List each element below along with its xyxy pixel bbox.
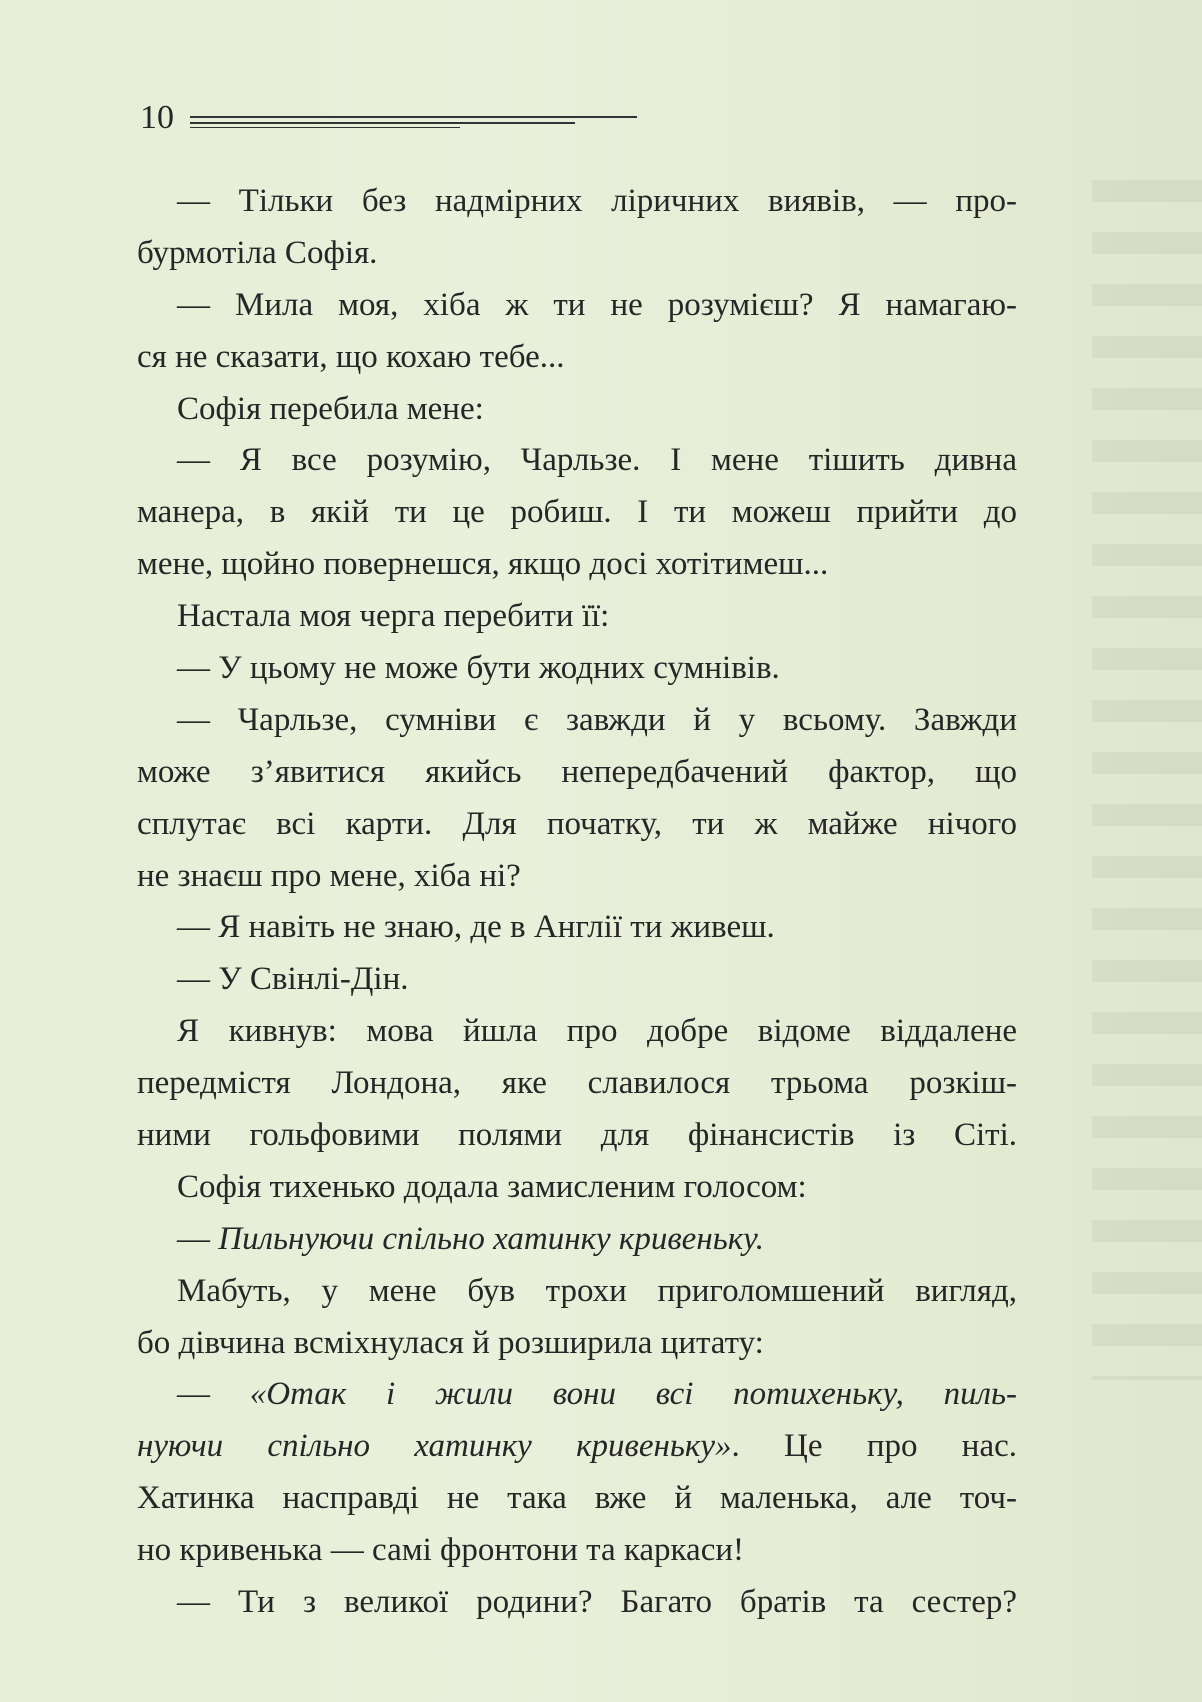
line-text: передмістя Лондона, яке славилося трьома розкіш- — [137, 1065, 1017, 1102]
header-rule — [190, 122, 575, 124]
italic-quote-text: нуючи спільно хатинку кривеньку» — [137, 1428, 732, 1465]
header-rule — [190, 127, 460, 128]
text-line — [137, 954, 1017, 1006]
text-line — [137, 487, 1017, 539]
line-text: — У цьому не може бути жодних сумнівів. — [177, 650, 780, 687]
line-text: — Я все розумію, Чарльзе. І мене тішить дивна — [177, 442, 1017, 479]
line-text: — Я навіть не знаю, де в Англії ти живеш. — [177, 909, 775, 946]
text-line — [137, 1318, 1017, 1370]
line-text: . Це про нас. — [731, 1428, 1017, 1465]
line-text: бурмотіла Софія. — [137, 234, 378, 271]
text-line — [137, 176, 1017, 228]
italic-quote-text: «Отак і жили вони всі потихеньку, пиль- — [249, 1376, 1017, 1413]
text-line — [137, 1266, 1017, 1318]
body-text — [137, 176, 1017, 1629]
header-rule — [190, 116, 637, 118]
line-text: — Тільки без надмірних ліричних виявів, — про- — [177, 183, 1017, 219]
text-line — [137, 1473, 1017, 1525]
text-line — [137, 1214, 1017, 1266]
line-text: манера, в якій ти це робиш. І ти можеш прийти до — [137, 494, 1017, 531]
line-text: Софія тихенько додала замисленим голосом: — [177, 1168, 807, 1205]
text-line — [137, 1525, 1017, 1577]
line-text: Софія перебила мене: — [177, 390, 484, 427]
line-text: ся не сказати, що кохаю тебе... — [137, 338, 565, 375]
text-line — [137, 332, 1017, 384]
line-text: — — [177, 1376, 250, 1413]
line-text: Мабуть, у мене був трохи приголомшений вигляд, — [177, 1272, 1017, 1309]
text-line — [137, 902, 1017, 954]
text-line — [137, 228, 1017, 280]
text-line — [137, 1577, 1017, 1629]
text-line — [137, 1369, 1017, 1421]
line-text: — У Свінлі-Дін. — [177, 961, 409, 998]
text-line — [137, 1058, 1017, 1110]
line-text: мене, щойно повернешся, якщо досі хотітимеш... — [137, 546, 829, 583]
line-text: не знаєш про мене, хіба ні? — [137, 857, 521, 894]
line-text: но кривенька — самі фронтони та каркаси! — [137, 1532, 745, 1569]
line-text: Хатинка насправді не така вже й маленька, але точ- — [137, 1480, 1017, 1517]
line-text: — Ти з великої родини? Багато братів та сестер? — [177, 1584, 1017, 1621]
text-line — [137, 1421, 1017, 1473]
text-line — [137, 747, 1017, 799]
text-line — [137, 799, 1017, 851]
line-text: Настала моя черга перебити її: — [177, 598, 610, 635]
text-line — [137, 435, 1017, 487]
text-line — [137, 851, 1017, 903]
text-line — [137, 591, 1017, 643]
text-line — [137, 1006, 1017, 1058]
line-text: може з’явитися якийсь непередбачений фактор, що — [137, 753, 1017, 790]
text-line — [137, 384, 1017, 436]
show-through-texture — [1092, 180, 1202, 1380]
text-line — [137, 643, 1017, 695]
text-line — [137, 695, 1017, 747]
line-text: — Мила моя, хіба ж ти не розумієш? Я намагаю- — [177, 286, 1017, 323]
line-text: ними гольфовими полями для фінансистів із Сіті. — [137, 1117, 1017, 1154]
line-text: сплутає всі карти. Для початку, ти ж майже нічого — [137, 805, 1017, 842]
line-text: — — [177, 1220, 219, 1257]
text-line — [137, 539, 1017, 591]
italic-quote-text: Пильнуючи спільно хатинку кривеньку. — [218, 1220, 764, 1257]
text-line — [137, 1162, 1017, 1214]
line-text: бо дівчина всміхнулася й розширила цитату: — [137, 1324, 764, 1361]
page-number: 10 — [140, 99, 174, 136]
line-text: — Чарльзе, сумніви є завжди й у всьому. Завжди — [177, 701, 1017, 738]
text-line — [137, 280, 1017, 332]
text-line — [137, 1110, 1017, 1162]
line-text: Я кивнув: мова йшла про добре відоме віддалене — [177, 1013, 1017, 1050]
